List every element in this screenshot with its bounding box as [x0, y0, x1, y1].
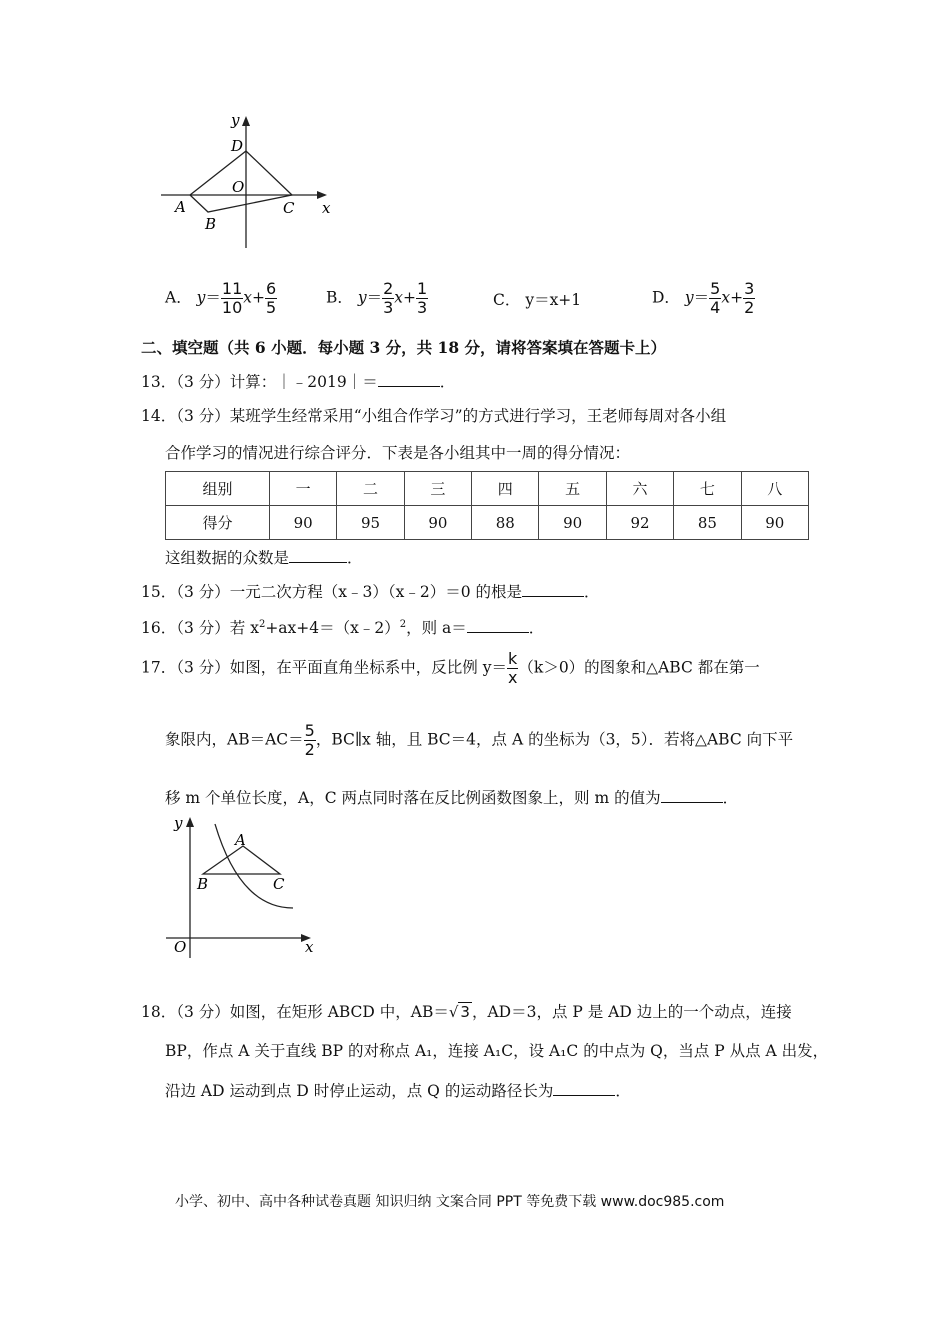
- table-cell: 组别: [166, 472, 270, 506]
- table-cell: 四: [472, 472, 539, 506]
- fraction: $\frac{11}{10}$: [221, 279, 243, 317]
- fraction: $\frac{5}{2}$: [304, 721, 315, 759]
- label-y: y: [231, 111, 240, 129]
- table-cell: 90: [539, 506, 606, 540]
- figure-quadrilateral: [155, 105, 345, 255]
- answer-blank: [467, 616, 529, 633]
- label-o: O: [174, 938, 187, 956]
- figure-hyperbola-triangle: [160, 810, 325, 960]
- table-cell: 六: [606, 472, 673, 506]
- answer-blank: [289, 546, 347, 563]
- label-a: A: [175, 198, 186, 216]
- label-b: B: [205, 215, 217, 233]
- triangle-abc: [203, 846, 280, 874]
- x-axis-arrow: [317, 191, 327, 199]
- section-heading: 二、填空题（共 6 小题．每小题 3 分，共 18 分，请将答案填在答题卡上）: [141, 338, 667, 357]
- label-c: C: [273, 875, 285, 893]
- question-18-line2: BP，作点 A 关于直线 BP 的对称点 A₁，连接 A₁C，设 A₁C 的中点为 Q，当点 P 从点 A 出发，: [165, 1042, 829, 1060]
- table-cell: 95: [337, 506, 404, 540]
- table-cell: 90: [269, 506, 336, 540]
- square-root: √ 3: [448, 1003, 470, 1021]
- answer-blank: [522, 580, 584, 597]
- question-14-line2: 合作学习的情况进行综合评分．下表是各小组其中一周的得分情况：: [165, 444, 631, 462]
- option-c-text: y＝x+1: [525, 291, 582, 309]
- table-cell: 92: [606, 506, 673, 540]
- table-cell: 七: [674, 472, 741, 506]
- y-axis-arrow: [242, 116, 250, 126]
- option-b-label: B．: [326, 288, 353, 307]
- option-c: [493, 289, 581, 311]
- table-cell: 90: [404, 506, 471, 540]
- table-cell: 得分: [166, 506, 270, 540]
- option-d-label: D．: [652, 288, 680, 307]
- label-x: x: [322, 199, 331, 217]
- label-d: D: [231, 137, 244, 155]
- fraction: $\frac{1}{3}$: [417, 279, 428, 317]
- label-c: C: [283, 199, 295, 217]
- option-d: D． y＝ $\frac{5}{4}$ x+ $\frac{3}{2}$: [652, 279, 755, 317]
- label-y: y: [174, 814, 183, 832]
- answer-blank: [378, 370, 440, 387]
- table-row: [166, 472, 809, 506]
- answer-blank: [553, 1079, 615, 1096]
- page-footer: 小学、初中、高中各种试卷真题 知识归纳 文案合同 PPT 等免费下载 www.doc985.com: [175, 1194, 725, 1210]
- fraction: $\frac{2}{3}$: [383, 279, 394, 317]
- fraction: $\frac{6}{5}$: [266, 279, 277, 317]
- option-a-label: A．: [165, 288, 192, 307]
- table-cell: 三: [404, 472, 471, 506]
- question-15: 15．（3 分）一元二次方程（x﹣3）（x﹣2）＝0 的根是 ．: [141, 580, 600, 603]
- answer-blank: [661, 786, 723, 803]
- question-13: 13．（3 分）计算：｜﹣2019｜＝ ．: [141, 370, 455, 393]
- option-c-label: C．: [493, 291, 521, 309]
- score-table: [165, 471, 809, 540]
- label-x: x: [305, 938, 314, 956]
- table-cell: 90: [741, 506, 808, 540]
- fraction: $\frac{k}{x}$: [507, 649, 518, 687]
- hyperbola-curve: [215, 824, 293, 908]
- question-14-line3: 这组数据的众数是 ．: [165, 546, 363, 569]
- fraction: $\frac{3}{2}$: [744, 279, 755, 317]
- table-cell: 八: [741, 472, 808, 506]
- question-16: 16．（3 分）若 $x^2+ax+4=(x﹣2)^2$，则 a＝ ．: [141, 614, 544, 639]
- option-b: B． y＝ $\frac{2}{3}$ x+ $\frac{1}{3}$: [326, 279, 428, 317]
- table-cell: 85: [674, 506, 741, 540]
- table-cell: 二: [337, 472, 404, 506]
- label-b: B: [197, 875, 209, 893]
- table-cell: 一: [269, 472, 336, 506]
- fraction: $\frac{5}{4}$: [710, 279, 721, 317]
- y-axis-arrow: [186, 817, 194, 827]
- question-17-line3: 移 m 个单位长度，A，C 两点同时落在反比例函数图象上，则 m 的值为 ．: [165, 786, 738, 809]
- table-cell: 五: [539, 472, 606, 506]
- question-18-line1: 18．（3 分）如图，在矩形 ABCD 中，AB＝√ 3 ，AD＝3，点 P 是 AD 边上的一个动点，连接: [141, 1003, 792, 1021]
- option-a: A． y＝ $\frac{11}{10}$ x+ $\frac{6}{5}$: [165, 279, 277, 317]
- label-a: A: [235, 831, 246, 849]
- question-14-line1: 14．（3 分）某班学生经常采用“小组合作学习”的方式进行学习，王老师每周对各小组: [141, 407, 727, 425]
- question-18-line3: 沿边 AD 运动到点 D 时停止运动，点 Q 的运动路径长为 ．: [165, 1079, 631, 1102]
- table-cell: 88: [472, 506, 539, 540]
- question-17-line1: 17．（3 分）如图，在平面直角坐标系中，反比例 y＝ $\frac{k}{x}$ （k＞0）的图象和△ABC 都在第一: [141, 649, 760, 687]
- question-17-line2: 象限内，AB＝AC＝ $\frac{5}{2}$ ，BC∥x 轴，且 BC＝4，点 A 的坐标为（3，5）．若将△ABC 向下平: [165, 721, 794, 759]
- label-o: O: [232, 178, 245, 196]
- table-row: [166, 506, 809, 540]
